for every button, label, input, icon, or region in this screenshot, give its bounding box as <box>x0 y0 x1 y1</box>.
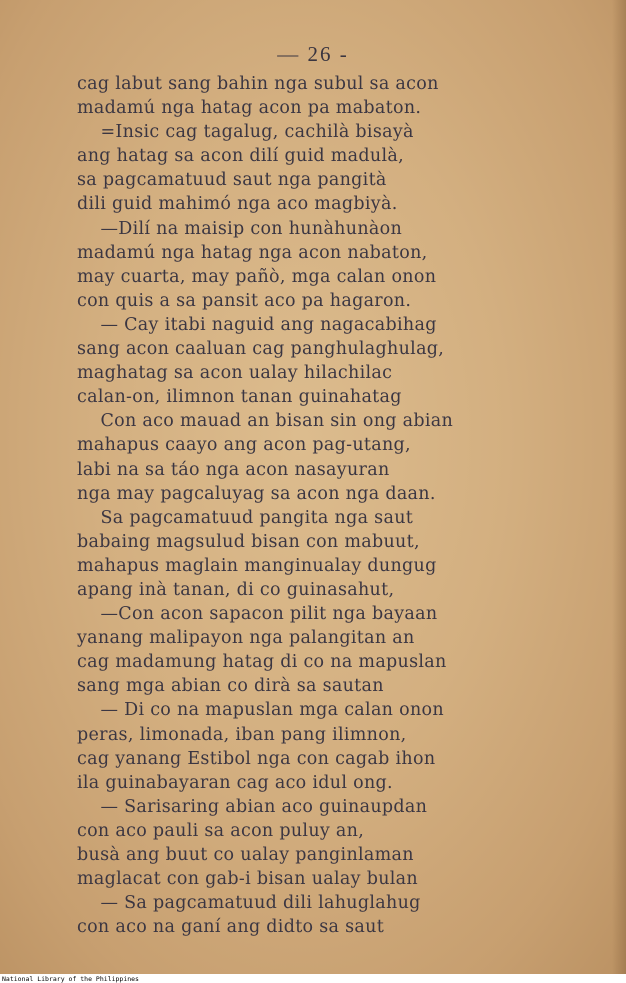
poem-line: busà ang buut co ualay panginlaman <box>77 845 414 865</box>
poem-line: — Di co na mapuslan mga calan onon <box>77 700 444 721</box>
poem-line: may cuarta, may pañò, mga calan onon <box>77 266 437 287</box>
poem-line: sa pagcamatuud saut nga pangità <box>77 170 387 191</box>
poem-line: con aco pauli sa acon puluy an, <box>77 820 365 841</box>
poem-line: con aco na ganí ang didto sa saut <box>77 917 385 938</box>
poem-line: ang hatag sa acon dilí guid madulà, <box>77 146 404 167</box>
poem-line: madamú nga hatag nga acon nabaton, <box>77 242 428 263</box>
poem-line: — Sarisaring abian aco guinaupdan <box>77 796 428 817</box>
footer-credit: National Library of the Philippines <box>2 975 139 983</box>
poem-line: maglacat con gab-i bisan ualay bulan <box>77 869 418 890</box>
poem-line: madamú nga hatag acon pa mabaton. <box>77 98 422 119</box>
page-number: — 26 - <box>277 42 349 66</box>
poem-line: dili guid mahimó nga aco magbiyà. <box>77 194 398 215</box>
poem-line: con quis a sa pansit aco pa hagaron. <box>77 290 412 311</box>
poem-line: — Cay itabi naguid ang nagacabihag <box>77 314 437 335</box>
poem-line: labi na sa táo nga acon nasayuran <box>77 459 390 480</box>
poem-line: Con aco mauad an bisan sin ong abian <box>77 411 454 432</box>
poem-text <box>77 72 547 939</box>
poem-line: =Insic cag tagalug, cachilà bisayà <box>77 122 414 143</box>
poem-line: peras, limonada, iban pang ilimnon, <box>77 724 407 745</box>
poem-line: apang inà tanan, di co guinasahut, <box>77 579 395 600</box>
poem-line: yanang malipayon nga palangitan an <box>77 628 415 649</box>
poem-line: babaing magsulud bisan con mabuut, <box>77 531 420 552</box>
poem-line: mahapus caayo ang acon pag-utang, <box>77 435 411 456</box>
poem-line: mahapus maglain manginualay dungug <box>77 555 437 576</box>
poem-line: cag labut sang bahin nga subul sa acon <box>77 74 439 94</box>
poem-line: ila guinabayaran cag aco idul ong. <box>77 772 393 793</box>
poem-line: Sa pagcamatuud pangita nga saut <box>77 507 414 528</box>
poem-line: sang acon caaluan cag panghulaghulag, <box>77 339 445 360</box>
poem-line: —Con acon sapacon pilit nga bayaan <box>77 604 438 625</box>
poem-line: sang mga abian co dirà sa sautan <box>77 676 384 697</box>
poem-line: nga may pagcaluyag sa acon nga daan. <box>77 483 436 504</box>
poem-line: — Sa pagcamatuud dili lahuglahug <box>77 893 421 914</box>
poem-line: calan-on, ilimnon tanan guinahatag <box>77 387 402 408</box>
poem-line: cag yanang Estibol nga con cagab ihon <box>77 748 436 769</box>
poem-line: cag madamung hatag di co na mapuslan <box>77 652 447 673</box>
poem-line: —Dilí na maisip con hunàhunàon <box>77 218 403 239</box>
poem-line: maghatag sa acon ualay hilachilac <box>77 363 393 384</box>
